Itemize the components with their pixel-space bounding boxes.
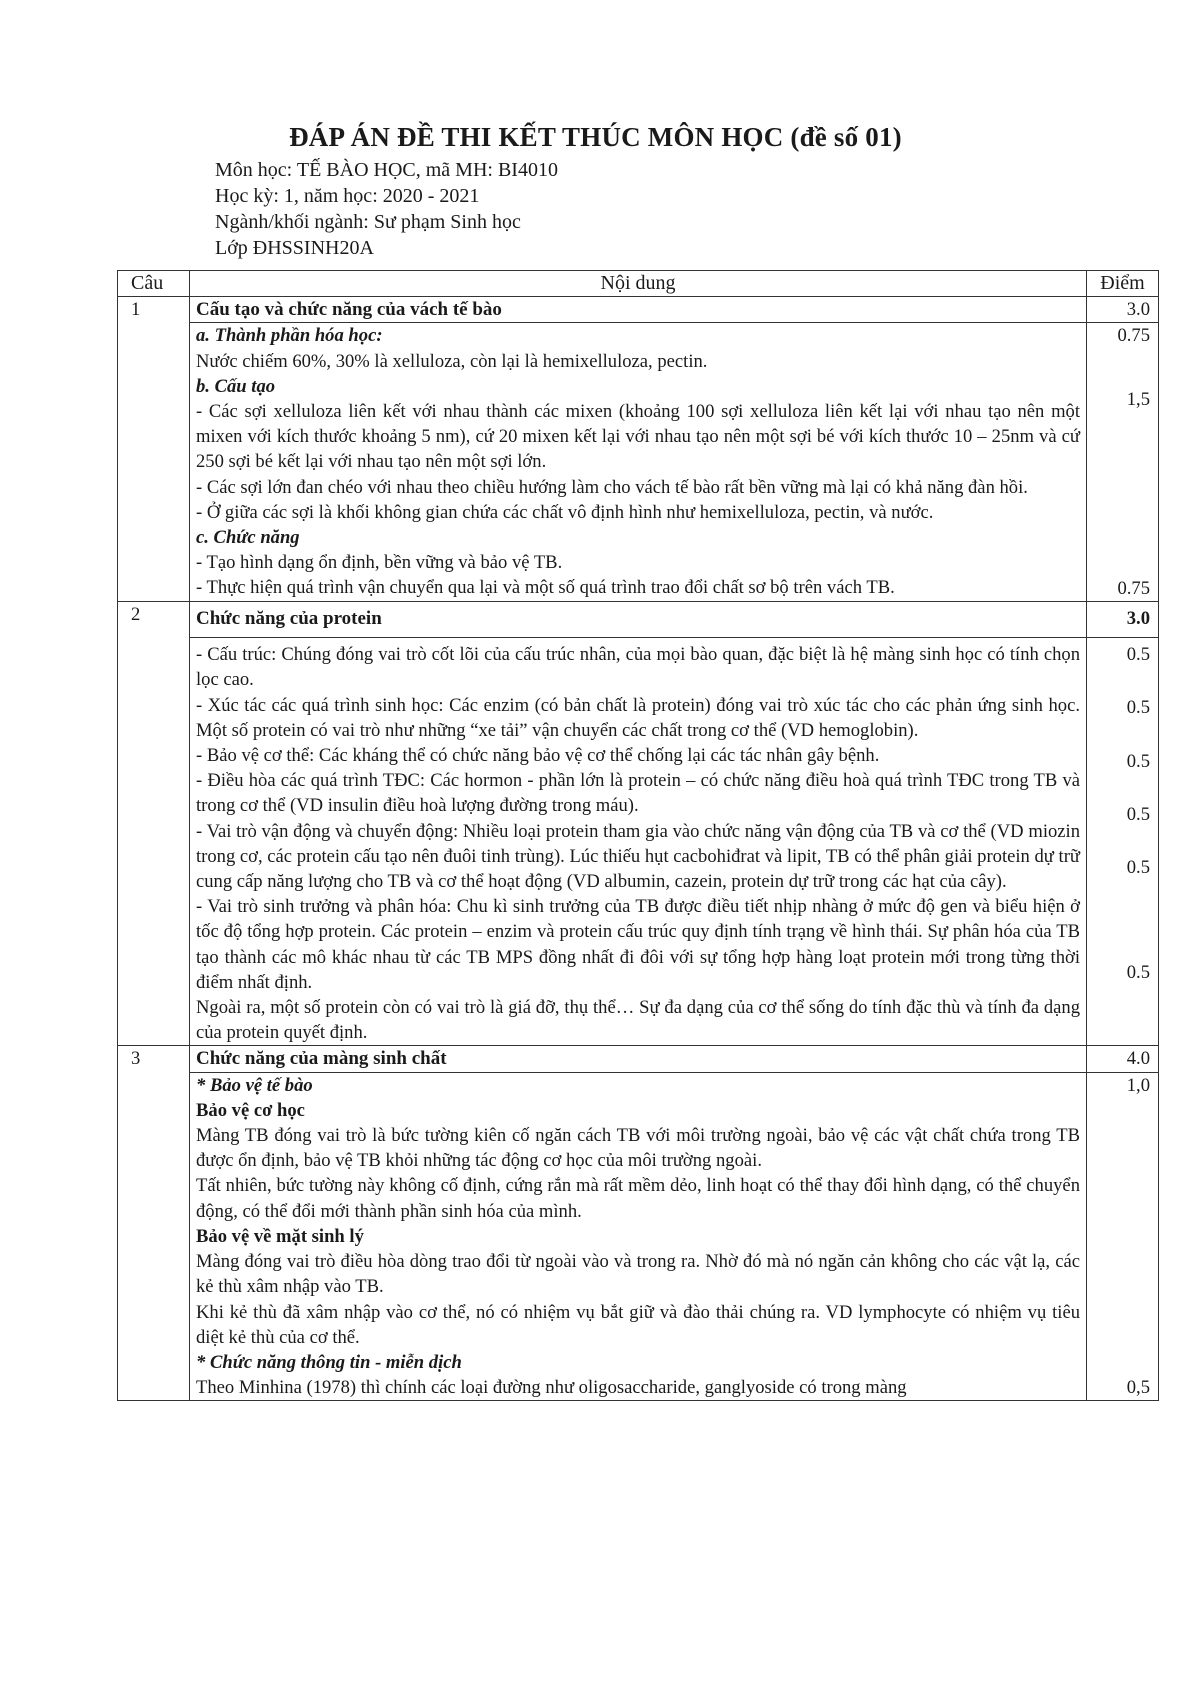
score: 1,5 bbox=[1126, 388, 1150, 410]
paragraph: - Vai trò sinh trưởng và phân hóa: Chu kì sinh trưởng của TB được điều tiết nhịp nhàng ở mức độ gen và biểu hiện ở tốc độ tổng hợp protein. Các protein – enzim và protein cấu trúc quy định tính trạng về hình thái. Sự phân hóa của TB tạo thành các mô khác nhau từ các TB MPS đồng nhất đi đôi với sự tổng hợp hàng loạt protein mới trong từng thời điểm nhất định. bbox=[196, 896, 1080, 993]
score: 0.75 bbox=[1117, 325, 1150, 347]
score: 0.5 bbox=[1126, 803, 1150, 825]
subheading: * Bảo vệ tế bào bbox=[196, 1074, 313, 1096]
question-number: 2 bbox=[118, 602, 190, 1046]
table-row bbox=[118, 297, 1159, 323]
answer-table bbox=[117, 270, 1159, 1401]
class-line: Lớp ĐHSSINH20A bbox=[215, 237, 374, 259]
subheading: * Chức năng thông tin - miễn dịch bbox=[196, 1351, 462, 1373]
paragraph: - Xúc tác các quá trình sinh học: Các enzim (có bản chất là protein) đóng vai trò xúc tác cho các phản ứng sinh học. Một số protein có vai trò như những “xe tải” vận chuyển các chất trong cơ thể (VD hemoglobin). bbox=[196, 694, 1080, 741]
paragraph: - Điều hòa các quá trình TĐC: Các hormon - phần lớn là protein – có chức năng điều hoà quá trình TĐC trong TB và trong cơ thể (VD insulin điều hoà lượng đường trong máu). bbox=[196, 770, 1080, 817]
document-title: ĐÁP ÁN ĐỀ THI KẾT THÚC MÔN HỌC (đề số 01) bbox=[289, 122, 902, 152]
score: 0.5 bbox=[1126, 857, 1150, 879]
answer-content bbox=[190, 323, 1087, 602]
major-line: Ngành/khối ngành: Sư phạm Sinh học bbox=[215, 211, 521, 233]
paragraph: Nước chiếm 60%, 30% là xelluloza, còn lại là hemixelluloza, pectin. bbox=[196, 350, 708, 372]
question-number: 3 bbox=[118, 1046, 190, 1401]
paragraph: - Tạo hình dạng ổn định, bền vững và bảo vệ TB. bbox=[196, 552, 563, 574]
paragraph: Theo Minhina (1978) thì chính các loại đường như oligosaccharide, ganglyoside có trong màng bbox=[196, 1377, 907, 1399]
section-total-score: 4.0 bbox=[1087, 1046, 1159, 1072]
paragraph: - Các sợi xelluloza liên kết với nhau thành các mixen (khoảng 100 sợi xelluloza liên kết lại với nhau tạo nên một mixen với kích thước khoảng 5 nm), cứ 20 mixen kết lại với nhau tạo nên một sợi bé với kích thước 10 – 25nm và cứ 250 sợi bé kết lại với nhau tạo nên một sợi lớn. bbox=[196, 401, 1080, 473]
table-header-row bbox=[118, 271, 1159, 297]
score: 0.5 bbox=[1126, 697, 1150, 719]
subject-line: Môn học: TẾ BÀO HỌC, mã MH: BI4010 bbox=[215, 159, 558, 181]
paragraph: Tất nhiên, bức tường này không cố định, cứng rắn mà rất mềm dẻo, linh hoạt có thể thay đổi hình dạng, có thể chuyển động, có thể đổi mới thành phần sinh hóa của mình. bbox=[196, 1175, 1080, 1222]
score-column bbox=[1087, 323, 1159, 602]
paragraph: - Các sợi lớn đan chéo với nhau theo chiều hướng làm cho vách tế bào rất bền vững mà lại có khả năng đàn hồi. bbox=[196, 476, 1028, 498]
paragraph: Ngoài ra, một số protein còn có vai trò là giá đỡ, thụ thể… Sự đa dạng của cơ thể sống do tính đặc thù và tính đa dạng của protein quyết định. bbox=[196, 997, 1080, 1044]
table-row bbox=[118, 602, 1159, 638]
table-row bbox=[118, 638, 1159, 1046]
paragraph: Khi kẻ thù đã xâm nhập vào cơ thể, nó có nhiệm vụ bắt giữ và đào thải chúng ra. VD lymphocyte có nhiệm vụ tiêu diệt kẻ thù của cơ thể. bbox=[196, 1301, 1080, 1348]
paragraph: - Vai trò vận động và chuyển động: Nhiều loại protein tham gia vào chức năng vận động của TB và cơ thể (VD miozin trong cơ, các protein cấu tạo nên đuôi tinh trùng). Lúc thiếu hụt cacbohiđrat và lipit, TB có thể phân giải protein dự trữ cung cấp năng lượng cho TB và cơ thể hoạt động (VD albumin, cazein, protein dự trữ trong các hạt của cây). bbox=[196, 820, 1080, 893]
paragraph: Màng đóng vai trò điều hòa dòng trao đổi từ ngoài vào và trong ra. Nhờ đó mà nó ngăn cản không cho các vật lạ, các kẻ thù xâm nhập vào TB. bbox=[196, 1251, 1080, 1298]
section-title: Chức năng của màng sinh chất bbox=[190, 1046, 1087, 1072]
semester-line: Học kỳ: 1, năm học: 2020 - 2021 bbox=[215, 185, 480, 207]
section-total-score: 3.0 bbox=[1087, 297, 1159, 323]
header-content: Nội dung bbox=[190, 271, 1087, 297]
paragraph: - Bảo vệ cơ thể: Các kháng thể có chức năng bảo vệ cơ thể chống lại các tác nhân gây bệnh. bbox=[196, 745, 880, 767]
header-question: Câu bbox=[118, 271, 190, 297]
question-number: 1 bbox=[118, 297, 190, 602]
score: 0.75 bbox=[1117, 577, 1150, 599]
subheading: Bảo vệ cơ học bbox=[196, 1099, 305, 1121]
section-total-score: 3.0 bbox=[1087, 602, 1159, 638]
paragraph: - Ở giữa các sợi là khối không gian chứa các chất vô định hình như hemixelluloza, pectin, và nước. bbox=[196, 501, 934, 523]
subheading: Bảo vệ về mặt sinh lý bbox=[196, 1225, 364, 1247]
paragraph: - Thực hiện quá trình vận chuyển qua lại và một số quá trình trao đổi chất sơ bộ trên vách TB. bbox=[196, 577, 895, 599]
subheading: c. Chức năng bbox=[196, 527, 300, 549]
table-row bbox=[118, 323, 1159, 602]
score: 0.5 bbox=[1126, 750, 1150, 772]
exam-info bbox=[215, 157, 558, 261]
section-title: Cấu tạo và chức năng của vách tế bào bbox=[190, 297, 1087, 323]
subheading: a. Thành phần hóa học: bbox=[196, 325, 383, 347]
subheading: b. Cấu tạo bbox=[196, 375, 276, 397]
score-column bbox=[1087, 1072, 1159, 1401]
score: 0.5 bbox=[1126, 644, 1150, 666]
paragraph: - Cấu trúc: Chúng đóng vai trò cốt lõi của cấu trúc nhân, của mọi bào quan, đặc biệt là hệ màng sinh học có tính chọn lọc cao. bbox=[196, 644, 1080, 691]
score: 1,0 bbox=[1126, 1074, 1150, 1096]
header-score: Điểm bbox=[1087, 271, 1159, 297]
table-row bbox=[118, 1046, 1159, 1072]
section-title: Chức năng của protein bbox=[190, 602, 1087, 638]
answer-content bbox=[190, 1072, 1087, 1401]
score-column bbox=[1087, 638, 1159, 1046]
answer-content bbox=[190, 638, 1087, 1046]
score: 0,5 bbox=[1126, 1377, 1150, 1399]
score: 0.5 bbox=[1126, 962, 1150, 984]
table-row bbox=[118, 1072, 1159, 1401]
paragraph: Màng TB đóng vai trò là bức tường kiên cố ngăn cách TB với môi trường ngoài, bảo vệ các vật chất chứa trong TB được ổn định, bảo vệ TB khỏi những tác động cơ học của môi trường ngoài. bbox=[196, 1125, 1080, 1172]
